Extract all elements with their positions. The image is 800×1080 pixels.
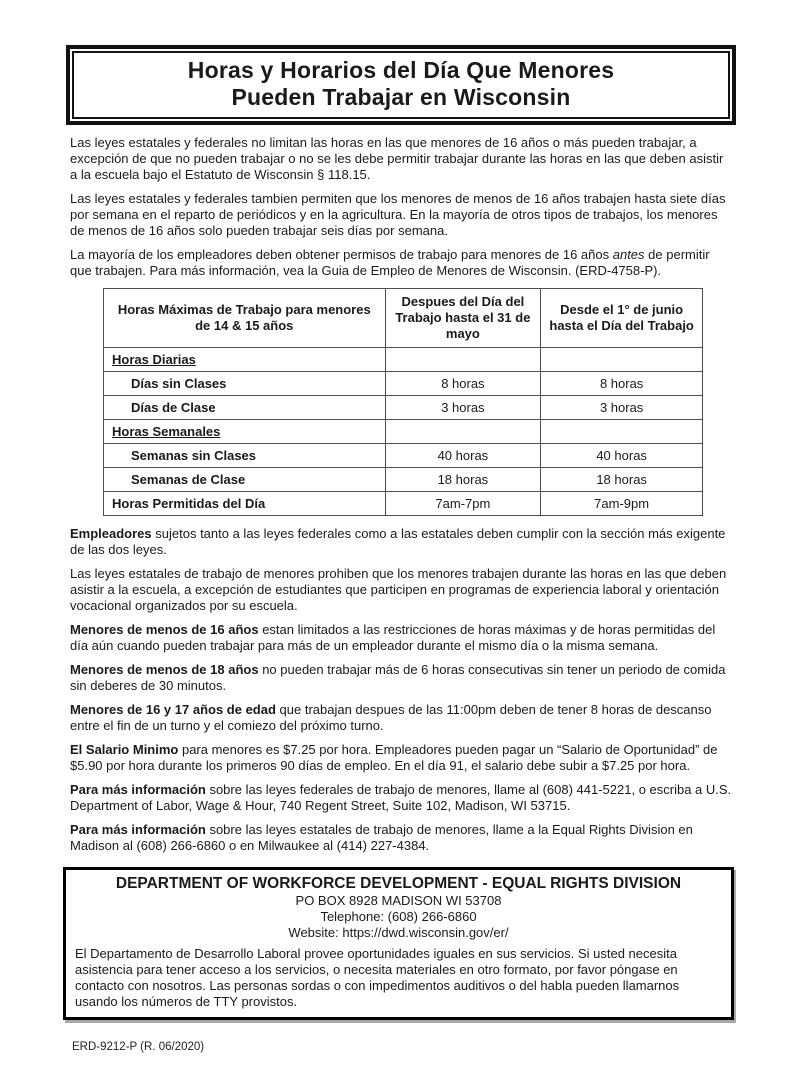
- body-paragraph-3: [70, 622, 733, 654]
- agency-address: PO BOX 8928 MADISON WI 53708: [295, 893, 502, 908]
- paragraph-text: sujetos tanto a las leyes federales como a las estatales deben cumplir con la sección más exigente de las dos leyes.: [70, 526, 726, 557]
- document-body: [70, 135, 733, 854]
- document-title: [72, 51, 730, 119]
- body-paragraph-7: [70, 782, 733, 814]
- table-header-row: [104, 289, 703, 348]
- paragraph-italic: antes: [612, 247, 645, 262]
- paragraph-text: para menores es $7.25 por hora. Empleadores pueden pagar un “Salario de Oportunidad” de $5.90 por hora durante los primeros 90 días de empleo. En el día 91, el salario debe subir a $7.25 por hora.: [70, 742, 718, 773]
- row-value: 8 horas: [541, 372, 703, 396]
- intro-paragraph-2: [70, 191, 733, 239]
- paragraph-text: estan limitados a las restricciones de horas máximas y de horas permitidas del día aún cuando pueden trabajar para más de un empleador durante el mismo día o la misma semana.: [70, 622, 716, 653]
- row-value: 7am-7pm: [385, 492, 541, 516]
- row-label: Horas Semanales: [104, 420, 386, 444]
- paragraph-lead: Menores de 16 y 17 años de edad: [70, 702, 276, 717]
- paragraph-lead: Para más información: [70, 782, 206, 797]
- row-value: 40 horas: [385, 444, 541, 468]
- agency-website: Website: https://dwd.wisconsin.gov/er/: [288, 925, 509, 940]
- table-row: [104, 396, 703, 420]
- title-line-1: Horas y Horarios del Día Que Menores: [187, 57, 615, 83]
- row-label: Horas Diarias: [104, 348, 386, 372]
- row-value: 40 horas: [541, 444, 703, 468]
- paragraph-text: Las leyes estatales y federales tambien permiten que los menores de menos de 16 años trabajen hasta siete días por semana en el reparto de periódicos y en la agricultura. En la mayoría de otros tipos de trabajos, los menores de menos de 16 años solo pueden trabajar seis días por semana.: [70, 191, 726, 238]
- row-label: Horas Permitidas del Día: [104, 492, 386, 516]
- paragraph-text: La mayoría de los empleadores deben obtener permisos de trabajo para menores de 16 años: [70, 247, 613, 262]
- table-row: [104, 468, 703, 492]
- paragraph-text: sobre las leyes estatales de trabajo de menores, llame a la Equal Rights Division en Madison al (608) 266-6860 o en Milwaukee al (414) 227-4384.: [70, 822, 693, 853]
- table-row: [104, 492, 703, 516]
- intro-paragraph-3: [70, 247, 733, 279]
- body-paragraph-6: [70, 742, 733, 774]
- row-value: 7am-9pm: [541, 492, 703, 516]
- paragraph-lead: Empleadores: [70, 526, 152, 541]
- column-header: Despues del Día del Trabajo hasta el 31 de mayo: [385, 289, 541, 348]
- row-value: [385, 420, 541, 444]
- body-paragraph-5: [70, 702, 733, 734]
- document-page: [0, 45, 800, 1080]
- paragraph-lead: Menores de menos de 16 años: [70, 622, 259, 637]
- row-value: 18 horas: [541, 468, 703, 492]
- row-value: [385, 348, 541, 372]
- body-paragraph-4: [70, 662, 733, 694]
- row-value: 3 horas: [541, 396, 703, 420]
- paragraph-lead: Menores de menos de 18 años: [70, 662, 259, 677]
- equal-opportunity-notice: El Departamento de Desarrollo Laboral provee oportunidades iguales en sus servicios. Si usted necesita asistencia para tener acceso a los servicios, o necesita materiales en otro formato, por favor póngase en contacto con nosotros. Las personas sordas o con impedimentos auditivos o del habla pueden llamarnos usando los números de TTY provistos.: [75, 946, 680, 1009]
- table-row: [104, 372, 703, 396]
- agency-telephone: Telephone: (608) 266-6860: [320, 909, 477, 924]
- body-paragraph-1: [70, 526, 733, 558]
- paragraph-text: de permitir que trabajen. Para más información, vea la Guia de Empleo de Menores de Wisconsin. (ERD-4758-P).: [70, 247, 710, 278]
- row-value: 18 horas: [385, 468, 541, 492]
- row-value: 3 horas: [385, 396, 541, 420]
- row-label: Semanas de Clase: [104, 468, 386, 492]
- max-hours-table: [103, 288, 703, 516]
- agency-name: DEPARTMENT OF WORKFORCE DEVELOPMENT - EQUAL RIGHTS DIVISION: [115, 875, 682, 892]
- body-paragraph-8: [70, 822, 733, 854]
- row-label: Días de Clase: [104, 396, 386, 420]
- paragraph-text: sobre las leyes federales de trabajo de menores, llame al (608) 441-5221, o escriba a U.S. Department of Labor, Wage & Hour, 740 Regent Street, Suite 102, Madison, WI 53715.: [70, 782, 732, 813]
- intro-paragraph-1: [70, 135, 733, 183]
- paragraph-text: Las leyes estatales y federales no limitan las horas en las que menores de 16 años o más pueden trabajar, a excepción de que no pueden trabajar o no se les debe permitir trabajar durante las horas en las que deben asistir a la escuela bajo el Estatuto de Wisconsin § 118.15.: [70, 135, 724, 182]
- row-value: [541, 348, 703, 372]
- paragraph-lead: El Salario Minimo: [70, 742, 179, 757]
- row-label: Semanas sin Clases: [104, 444, 386, 468]
- row-value: [541, 420, 703, 444]
- table-row: [104, 348, 703, 372]
- paragraph-lead: Para más información: [70, 822, 206, 837]
- form-number: ERD-9212-P (R. 06/2020): [72, 1041, 205, 1053]
- table-row: [104, 444, 703, 468]
- column-header: Desde el 1° de junio hasta el Día del Trabajo: [541, 289, 703, 348]
- row-value: 8 horas: [385, 372, 541, 396]
- paragraph-text: que trabajan despues de las 11:00pm deben de tener 8 horas de descanso entre el fin de un turno y el comiezo del próximo turno.: [70, 702, 712, 733]
- column-header: Horas Máximas de Trabajo para menores de 14 & 15 años: [104, 289, 386, 348]
- paragraph-text: Las leyes estatales de trabajo de menores prohiben que los menores trabajen durante las horas en las que deben asistir a la escuela, a excepción de estudiantes que participen en programas de experiencia laboral y orientación vocacional organizados por su escuela.: [70, 566, 727, 613]
- paragraph-text: no pueden trabajar más de 6 horas consecutivas sin tener un periodo de comida sin deberes de 30 minutos.: [70, 662, 726, 693]
- row-label: Días sin Clases: [104, 372, 386, 396]
- body-paragraph-2: [70, 566, 733, 614]
- title-box: [66, 45, 736, 125]
- title-line-2: Pueden Trabajar en Wisconsin: [231, 84, 571, 110]
- table-row: [104, 420, 703, 444]
- agency-footer-box: [63, 867, 734, 1020]
